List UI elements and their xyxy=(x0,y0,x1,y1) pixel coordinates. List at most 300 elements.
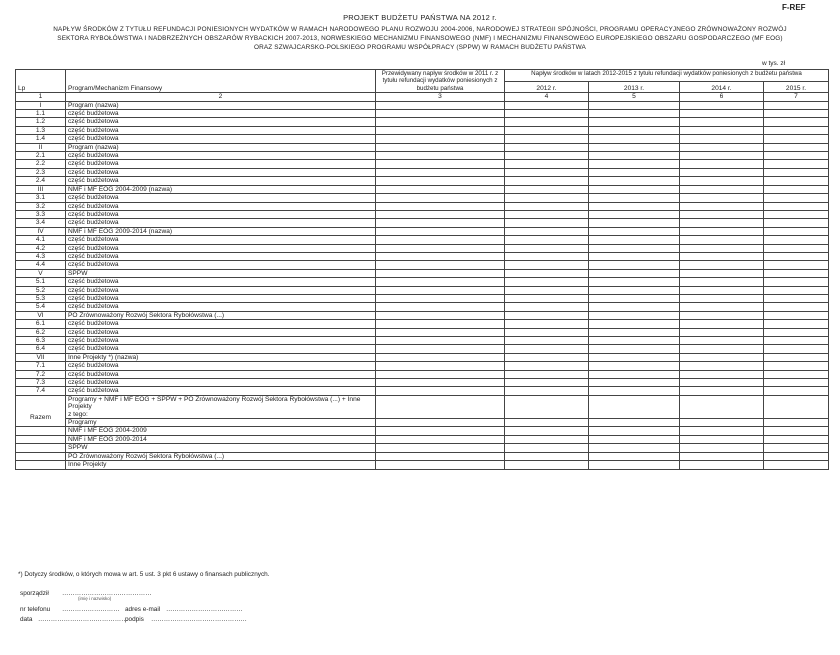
value-cell[interactable] xyxy=(376,395,505,418)
value-cell[interactable] xyxy=(680,252,764,260)
value-cell[interactable] xyxy=(376,101,505,109)
value-cell[interactable] xyxy=(680,294,764,302)
value-cell[interactable] xyxy=(764,303,829,311)
prepared-by-hint: (imię i nazwisko) xyxy=(78,596,112,601)
value-cell[interactable] xyxy=(376,210,505,218)
value-cell[interactable] xyxy=(376,269,505,277)
value-cell[interactable] xyxy=(505,269,589,277)
value-cell[interactable] xyxy=(764,337,829,345)
value-cell[interactable] xyxy=(764,126,829,134)
table-row xyxy=(16,101,829,109)
value-cell[interactable] xyxy=(589,435,680,443)
row-lp: 2.1 xyxy=(16,152,66,160)
value-cell[interactable] xyxy=(505,110,589,118)
value-cell[interactable] xyxy=(589,379,680,387)
value-cell[interactable] xyxy=(376,160,505,168)
row-lp: III xyxy=(16,185,66,193)
value-cell[interactable] xyxy=(376,387,505,395)
row-label: część budżetowa xyxy=(66,118,376,126)
value-cell[interactable] xyxy=(764,252,829,260)
value-cell[interactable] xyxy=(680,379,764,387)
table-row xyxy=(16,311,829,319)
table-row xyxy=(16,294,829,302)
value-cell[interactable] xyxy=(680,135,764,143)
value-cell[interactable] xyxy=(764,101,829,109)
row-lp: 2.3 xyxy=(16,168,66,176)
value-cell[interactable] xyxy=(505,387,589,395)
row-label: część budżetowa xyxy=(66,261,376,269)
value-cell[interactable] xyxy=(764,160,829,168)
table-row-total xyxy=(16,395,829,418)
table-row xyxy=(16,236,829,244)
row-label: część budżetowa xyxy=(66,210,376,218)
value-cell[interactable] xyxy=(589,252,680,260)
value-cell[interactable] xyxy=(680,101,764,109)
row-lp: 1.2 xyxy=(16,118,66,126)
value-cell[interactable] xyxy=(505,379,589,387)
email-label: adres e-mail xyxy=(125,606,161,613)
table-row xyxy=(16,269,829,277)
value-cell[interactable] xyxy=(764,269,829,277)
value-cell[interactable] xyxy=(505,395,589,418)
row-lp: 4.2 xyxy=(16,244,66,252)
value-cell[interactable] xyxy=(764,202,829,210)
column-number: 4 xyxy=(505,93,589,101)
email-field[interactable]: ……………………………… xyxy=(166,606,243,613)
table-row xyxy=(16,337,829,345)
value-cell[interactable] xyxy=(764,435,829,443)
value-cell[interactable] xyxy=(376,353,505,361)
value-cell[interactable] xyxy=(680,303,764,311)
value-cell[interactable] xyxy=(505,160,589,168)
value-cell[interactable] xyxy=(764,210,829,218)
value-cell[interactable] xyxy=(589,427,680,435)
value-cell[interactable] xyxy=(589,135,680,143)
row-lp: 7.3 xyxy=(16,379,66,387)
value-cell[interactable] xyxy=(764,219,829,227)
value-cell[interactable] xyxy=(589,395,680,418)
value-cell[interactable] xyxy=(764,353,829,361)
value-cell[interactable] xyxy=(589,387,680,395)
value-cell[interactable] xyxy=(376,461,505,469)
value-cell[interactable] xyxy=(680,269,764,277)
value-cell[interactable] xyxy=(764,177,829,185)
value-cell[interactable] xyxy=(589,143,680,151)
value-cell[interactable] xyxy=(376,278,505,286)
value-cell[interactable] xyxy=(505,168,589,176)
value-cell[interactable] xyxy=(589,194,680,202)
value-cell[interactable] xyxy=(505,252,589,260)
value-cell[interactable] xyxy=(680,362,764,370)
value-cell[interactable] xyxy=(505,177,589,185)
value-cell[interactable] xyxy=(589,328,680,336)
value-cell[interactable] xyxy=(680,278,764,286)
value-cell[interactable] xyxy=(376,152,505,160)
value-cell[interactable] xyxy=(680,444,764,452)
row-label-total-sub: NMF i MF EOG 2004-2009 xyxy=(66,427,376,435)
value-cell[interactable] xyxy=(376,110,505,118)
row-label: część budżetowa xyxy=(66,294,376,302)
value-cell[interactable] xyxy=(680,152,764,160)
value-cell[interactable] xyxy=(505,185,589,193)
value-cell[interactable] xyxy=(764,286,829,294)
value-cell[interactable] xyxy=(680,185,764,193)
value-cell[interactable] xyxy=(680,210,764,218)
row-lp: 5.1 xyxy=(16,278,66,286)
value-cell[interactable] xyxy=(376,328,505,336)
header-2011: Przewidywany napływ środków w 2011 r. z tytułu refundacji wydatków poniesionych z budżetu państwa xyxy=(376,70,505,93)
value-cell[interactable] xyxy=(505,303,589,311)
value-cell[interactable] xyxy=(376,135,505,143)
phone-field[interactable]: ……………………… xyxy=(62,606,120,613)
value-cell[interactable] xyxy=(680,435,764,443)
value-cell[interactable] xyxy=(505,311,589,319)
value-cell[interactable] xyxy=(505,244,589,252)
value-cell[interactable] xyxy=(505,461,589,469)
table-row-total-sub xyxy=(16,435,829,443)
value-cell[interactable] xyxy=(589,152,680,160)
value-cell[interactable] xyxy=(505,194,589,202)
value-cell[interactable] xyxy=(505,101,589,109)
row-label: Inne Projekty *) (nazwa) xyxy=(66,353,376,361)
value-cell[interactable] xyxy=(505,278,589,286)
row-label: część budżetowa xyxy=(66,328,376,336)
value-cell[interactable] xyxy=(505,135,589,143)
value-cell[interactable] xyxy=(680,168,764,176)
value-cell[interactable] xyxy=(680,202,764,210)
row-label-total-sub: SPPW xyxy=(66,444,376,452)
table-row xyxy=(16,252,829,260)
table-row xyxy=(16,303,829,311)
value-cell[interactable] xyxy=(764,419,829,427)
value-cell[interactable] xyxy=(589,370,680,378)
value-cell[interactable] xyxy=(680,227,764,235)
value-cell[interactable] xyxy=(376,177,505,185)
value-cell[interactable] xyxy=(376,194,505,202)
value-cell[interactable] xyxy=(589,261,680,269)
value-cell[interactable] xyxy=(505,444,589,452)
value-cell[interactable] xyxy=(376,185,505,193)
value-cell[interactable] xyxy=(589,177,680,185)
value-cell[interactable] xyxy=(376,337,505,345)
value-cell[interactable] xyxy=(505,227,589,235)
row-lp: VI xyxy=(16,311,66,319)
value-cell[interactable] xyxy=(764,370,829,378)
value-cell[interactable] xyxy=(505,435,589,443)
value-cell[interactable] xyxy=(376,294,505,302)
value-cell[interactable] xyxy=(505,345,589,353)
value-cell[interactable] xyxy=(376,379,505,387)
value-cell[interactable] xyxy=(376,452,505,460)
value-cell[interactable] xyxy=(376,118,505,126)
value-cell[interactable] xyxy=(764,194,829,202)
value-cell[interactable] xyxy=(376,252,505,260)
row-lp-empty xyxy=(16,452,66,460)
phone-label: nr telefonu xyxy=(20,606,51,613)
value-cell[interactable] xyxy=(589,118,680,126)
row-label-total xyxy=(66,395,376,418)
value-cell[interactable] xyxy=(589,444,680,452)
value-cell[interactable] xyxy=(376,444,505,452)
row-label: część budżetowa xyxy=(66,202,376,210)
value-cell[interactable] xyxy=(376,261,505,269)
value-cell[interactable] xyxy=(589,269,680,277)
value-cell[interactable] xyxy=(764,185,829,193)
value-cell[interactable] xyxy=(680,328,764,336)
value-cell[interactable] xyxy=(589,168,680,176)
prepared-by-field[interactable]: …………………………………… xyxy=(62,590,152,597)
value-cell[interactable] xyxy=(505,370,589,378)
value-cell[interactable] xyxy=(589,227,680,235)
table-row xyxy=(16,244,829,252)
header-year-2013: 2013 r. xyxy=(589,81,680,93)
value-cell[interactable] xyxy=(589,337,680,345)
value-cell[interactable] xyxy=(589,160,680,168)
row-lp: 7.2 xyxy=(16,370,66,378)
value-cell[interactable] xyxy=(589,236,680,244)
value-cell[interactable] xyxy=(680,261,764,269)
value-cell[interactable] xyxy=(589,294,680,302)
value-cell[interactable] xyxy=(376,168,505,176)
value-cell[interactable] xyxy=(376,370,505,378)
row-label: część budżetowa xyxy=(66,244,376,252)
value-cell[interactable] xyxy=(376,362,505,370)
table-row xyxy=(16,219,829,227)
value-cell[interactable] xyxy=(764,461,829,469)
value-cell[interactable] xyxy=(680,118,764,126)
value-cell[interactable] xyxy=(680,320,764,328)
footnote: *) Dotyczy środków, o których mowa w art. 5 ust. 3 pkt 6 ustawy o finansach publicznych. xyxy=(18,571,270,578)
table-row xyxy=(16,286,829,294)
value-cell[interactable] xyxy=(505,202,589,210)
value-cell[interactable] xyxy=(764,168,829,176)
row-label: część budżetowa xyxy=(66,379,376,387)
value-cell[interactable] xyxy=(589,210,680,218)
value-cell[interactable] xyxy=(589,345,680,353)
table-row xyxy=(16,194,829,202)
value-cell[interactable] xyxy=(505,320,589,328)
value-cell[interactable] xyxy=(680,419,764,427)
row-label: część budżetowa xyxy=(66,320,376,328)
row-lp: IV xyxy=(16,227,66,235)
value-cell[interactable] xyxy=(376,286,505,294)
total-label: Programy + NMF i MF EOG + SPPW + PO Zrównoważony Rozwój Sektora Rybołówstwa (...) + Inne Projekty xyxy=(68,395,361,411)
value-cell[interactable] xyxy=(505,286,589,294)
value-cell[interactable] xyxy=(505,219,589,227)
value-cell[interactable] xyxy=(505,328,589,336)
value-cell[interactable] xyxy=(505,118,589,126)
row-lp-empty xyxy=(16,427,66,435)
row-label-total-sub: Programy xyxy=(66,419,376,427)
row-label: część budżetowa xyxy=(66,219,376,227)
row-label: część budżetowa xyxy=(66,236,376,244)
value-cell[interactable] xyxy=(505,353,589,361)
row-lp: 3.1 xyxy=(16,194,66,202)
value-cell[interactable] xyxy=(505,337,589,345)
value-cell[interactable] xyxy=(589,202,680,210)
value-cell[interactable] xyxy=(680,143,764,151)
table-row-total-sub xyxy=(16,461,829,469)
value-cell[interactable] xyxy=(376,435,505,443)
value-cell[interactable] xyxy=(505,362,589,370)
value-cell[interactable] xyxy=(680,286,764,294)
header-year-2014: 2014 r. xyxy=(680,81,764,93)
table-row xyxy=(16,168,829,176)
table-row xyxy=(16,177,829,185)
value-cell[interactable] xyxy=(680,427,764,435)
row-lp: 6.4 xyxy=(16,345,66,353)
value-cell[interactable] xyxy=(680,126,764,134)
value-cell[interactable] xyxy=(505,143,589,151)
value-cell[interactable] xyxy=(764,135,829,143)
value-cell[interactable] xyxy=(376,126,505,134)
value-cell[interactable] xyxy=(505,236,589,244)
value-cell[interactable] xyxy=(680,353,764,361)
value-cell[interactable] xyxy=(680,110,764,118)
row-lp: 5.3 xyxy=(16,294,66,302)
value-cell[interactable] xyxy=(680,337,764,345)
value-cell[interactable] xyxy=(589,320,680,328)
signature-field[interactable]: ……………………………………… xyxy=(151,616,247,623)
table-row xyxy=(16,387,829,395)
value-cell[interactable] xyxy=(680,194,764,202)
value-cell[interactable] xyxy=(505,210,589,218)
value-cell[interactable] xyxy=(680,387,764,395)
value-cell[interactable] xyxy=(505,452,589,460)
row-lp: II xyxy=(16,143,66,151)
value-cell[interactable] xyxy=(376,311,505,319)
value-cell[interactable] xyxy=(589,303,680,311)
value-cell[interactable] xyxy=(376,244,505,252)
value-cell[interactable] xyxy=(505,261,589,269)
value-cell[interactable] xyxy=(505,427,589,435)
value-cell[interactable] xyxy=(764,261,829,269)
value-cell[interactable] xyxy=(505,152,589,160)
value-cell[interactable] xyxy=(505,419,589,427)
value-cell[interactable] xyxy=(764,444,829,452)
value-cell[interactable] xyxy=(764,244,829,252)
value-cell[interactable] xyxy=(376,219,505,227)
value-cell[interactable] xyxy=(589,185,680,193)
value-cell[interactable] xyxy=(764,294,829,302)
value-cell[interactable] xyxy=(376,303,505,311)
value-cell[interactable] xyxy=(764,427,829,435)
value-cell[interactable] xyxy=(376,236,505,244)
value-cell[interactable] xyxy=(764,227,829,235)
value-cell[interactable] xyxy=(589,362,680,370)
value-cell[interactable] xyxy=(764,152,829,160)
table-row-total-sub xyxy=(16,427,829,435)
table-row xyxy=(16,118,829,126)
value-cell[interactable] xyxy=(589,286,680,294)
value-cell[interactable] xyxy=(764,143,829,151)
value-cell[interactable] xyxy=(505,294,589,302)
table-row xyxy=(16,379,829,387)
value-cell[interactable] xyxy=(589,353,680,361)
value-cell[interactable] xyxy=(764,311,829,319)
value-cell[interactable] xyxy=(680,219,764,227)
value-cell[interactable] xyxy=(589,278,680,286)
value-cell[interactable] xyxy=(764,118,829,126)
row-label: NMF i MF EOG 2004-2009 (nazwa) xyxy=(66,185,376,193)
value-cell[interactable] xyxy=(589,110,680,118)
table-row-total-sub xyxy=(16,452,829,460)
row-label: część budżetowa xyxy=(66,337,376,345)
value-cell[interactable] xyxy=(680,160,764,168)
row-label-total-sub: Inne Projekty xyxy=(66,461,376,469)
value-cell[interactable] xyxy=(764,387,829,395)
row-label: część budżetowa xyxy=(66,362,376,370)
row-label: część budżetowa xyxy=(66,194,376,202)
value-cell[interactable] xyxy=(680,345,764,353)
row-lp-empty xyxy=(16,461,66,469)
date-field[interactable]: …………………………………… xyxy=(38,616,128,623)
value-cell[interactable] xyxy=(764,345,829,353)
value-cell[interactable] xyxy=(764,395,829,418)
value-cell[interactable] xyxy=(764,236,829,244)
row-lp: I xyxy=(16,101,66,109)
value-cell[interactable] xyxy=(505,126,589,134)
value-cell[interactable] xyxy=(764,320,829,328)
value-cell[interactable] xyxy=(764,278,829,286)
value-cell[interactable] xyxy=(680,236,764,244)
value-cell[interactable] xyxy=(589,311,680,319)
value-cell[interactable] xyxy=(376,143,505,151)
row-lp: V xyxy=(16,269,66,277)
unit-label: w tys. zł xyxy=(762,60,786,67)
value-cell[interactable] xyxy=(680,311,764,319)
value-cell[interactable] xyxy=(589,101,680,109)
header-lp: Lp xyxy=(16,70,66,93)
value-cell[interactable] xyxy=(589,452,680,460)
value-cell[interactable] xyxy=(589,419,680,427)
value-cell[interactable] xyxy=(589,461,680,469)
header-group-2012-2015: Napływ środków w latach 2012-2015 z tytułu refundacji wydatków poniesionych z budżetu państwa xyxy=(505,70,829,82)
row-lp: 5.2 xyxy=(16,286,66,294)
value-cell[interactable] xyxy=(680,452,764,460)
value-cell[interactable] xyxy=(376,419,505,427)
value-cell[interactable] xyxy=(589,126,680,134)
value-cell[interactable] xyxy=(680,461,764,469)
value-cell[interactable] xyxy=(764,362,829,370)
row-lp: 4.3 xyxy=(16,252,66,260)
table-row xyxy=(16,202,829,210)
value-cell[interactable] xyxy=(680,244,764,252)
value-cell[interactable] xyxy=(376,320,505,328)
value-cell[interactable] xyxy=(376,427,505,435)
value-cell[interactable] xyxy=(376,202,505,210)
value-cell[interactable] xyxy=(376,227,505,235)
value-cell[interactable] xyxy=(680,370,764,378)
column-number: 6 xyxy=(680,93,764,101)
row-lp: 6.2 xyxy=(16,328,66,336)
value-cell[interactable] xyxy=(764,452,829,460)
table-row xyxy=(16,185,829,193)
value-cell[interactable] xyxy=(764,379,829,387)
value-cell[interactable] xyxy=(589,244,680,252)
page-title: PROJEKT BUDŻETU PAŃSTWA NA 2012 r. xyxy=(343,13,497,22)
column-number: 7 xyxy=(764,93,829,101)
value-cell[interactable] xyxy=(764,328,829,336)
value-cell[interactable] xyxy=(764,110,829,118)
value-cell[interactable] xyxy=(589,219,680,227)
budget-table xyxy=(15,69,829,470)
row-label: część budżetowa xyxy=(66,387,376,395)
value-cell[interactable] xyxy=(680,395,764,418)
value-cell[interactable] xyxy=(376,345,505,353)
value-cell[interactable] xyxy=(680,177,764,185)
row-lp: 4.4 xyxy=(16,261,66,269)
